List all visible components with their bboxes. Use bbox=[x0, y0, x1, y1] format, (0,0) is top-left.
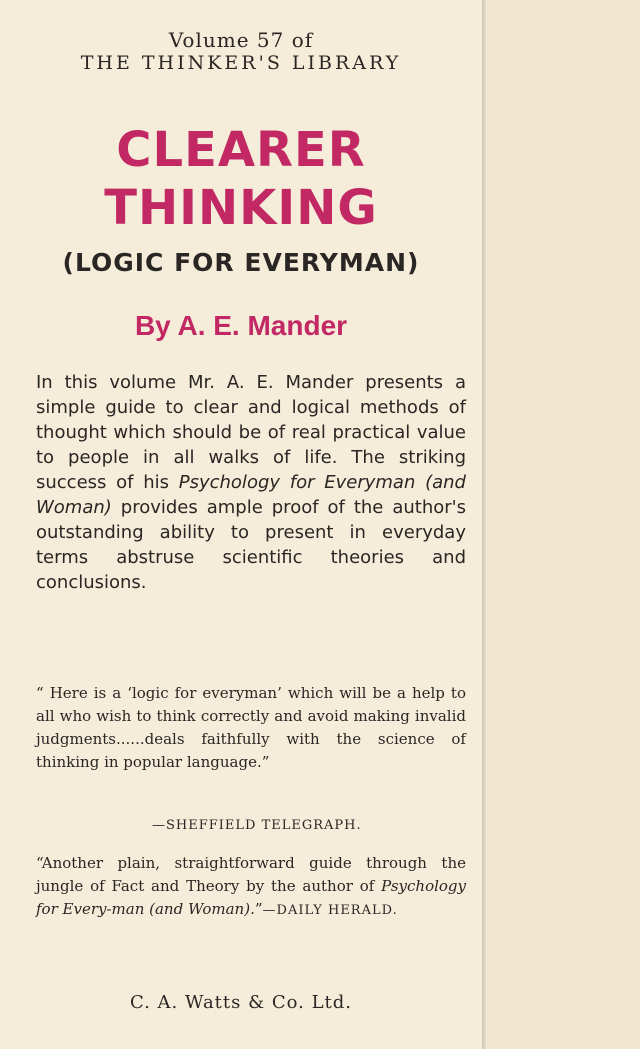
blurb-text-1: In this volume Mr. A. E. Mander presents a simple guide to clear and logical methods of thought which should be of real practical value to people in all walks of life. The striking success of his bbox=[36, 372, 466, 493]
subtitle: (LOGIC FOR EVERYMAN) bbox=[62, 248, 420, 277]
blurb-paragraph bbox=[36, 370, 466, 595]
title-line-2: THINKING bbox=[104, 180, 378, 236]
series-name: THE THINKER'S LIBRARY bbox=[80, 52, 402, 74]
quote-2-text-2: ” bbox=[254, 900, 263, 918]
blurb-book-title: Psychology for Everyman (and Woman) bbox=[36, 472, 466, 518]
series-volume: Volume 57 of bbox=[168, 28, 314, 52]
quote-2-book-title: Psychology for Every-man (and Woman). bbox=[36, 877, 466, 918]
quote-1-source: —SHEFFIELD TELEGRAPH. bbox=[152, 818, 362, 833]
quote-1-text: “ Here is a ‘logic for everyman’ which will be a help to all who wish to think correctly and avoid making invalid judgments......deals faithfully with the science of thinking in popular language.” bbox=[36, 684, 466, 771]
title-line-1: CLEARER bbox=[116, 122, 366, 178]
quote-2-source: —DAILY HERALD. bbox=[262, 903, 398, 918]
review-quote-1 bbox=[36, 682, 466, 774]
quote-2-text-1: “Another plain, straightforward guide through the jungle of Fact and Theory by the author of bbox=[36, 854, 466, 895]
review-quote-2 bbox=[36, 852, 466, 922]
publisher: C. A. Watts & Co. Ltd. bbox=[129, 992, 353, 1013]
adjacent-flap bbox=[486, 0, 640, 1049]
author-line: By A. E. Mander bbox=[134, 310, 348, 341]
blurb-text-2: provides ample proof of the author's outstanding ability to present in everyday terms abstruse scientific theories and conclusions. bbox=[36, 497, 466, 593]
